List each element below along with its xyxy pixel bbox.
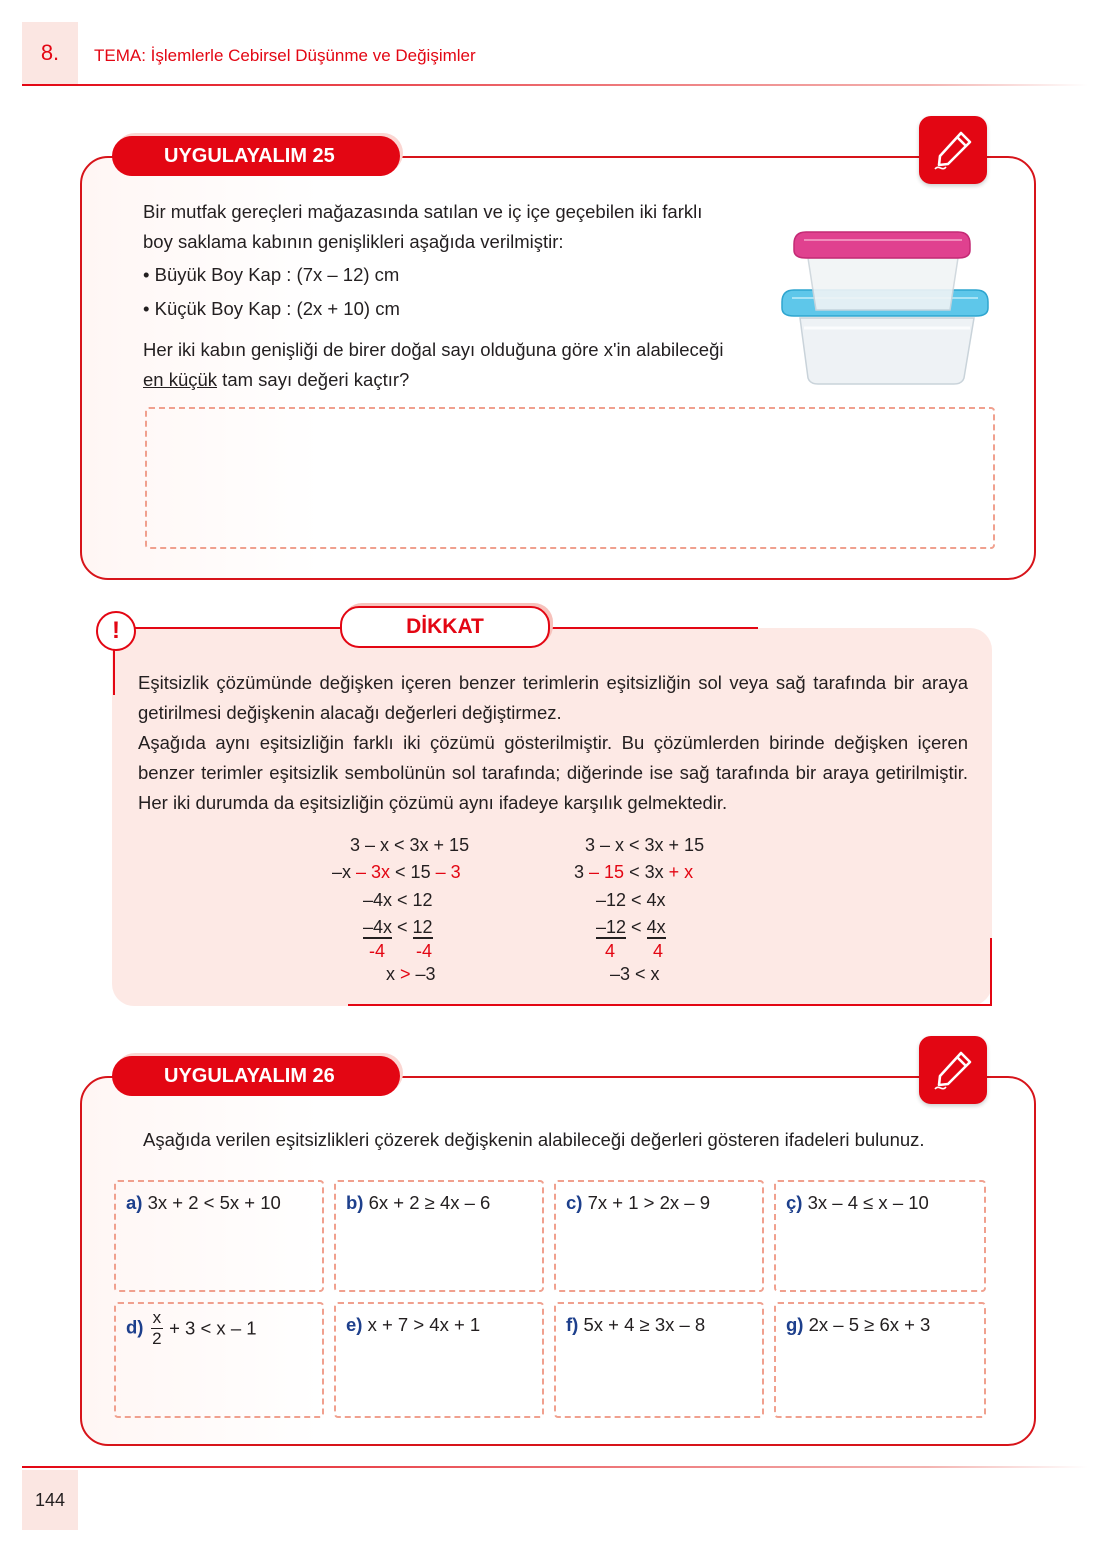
- activity-25-intro-1: Bir mutfak gereçleri mağazasında satılan ve iç içe geçebilen iki farklı: [143, 201, 703, 222]
- exercise-c-box[interactable]: [554, 1180, 764, 1292]
- exercise-d-fraction: [151, 1308, 164, 1349]
- activity-25-question-2: [143, 365, 409, 395]
- right-step2-part-b: – 15: [589, 862, 625, 882]
- left-solution-result: [386, 961, 436, 988]
- right-solution-step-3: –12 < 4x: [596, 890, 666, 910]
- left-result-a: x: [386, 964, 401, 984]
- left-result-sign: >: [400, 964, 411, 984]
- activity-25-bullet-2: • Küçük Boy Kap : (2x + 10) cm: [143, 298, 400, 319]
- question-rest: tam sayı değeri kaçtır?: [217, 369, 410, 390]
- exercise-c-letter: c): [566, 1192, 583, 1213]
- activity-26-instruction: Aşağıda verilen eşitsizlikleri çözerek değişkenin alabileceği değerleri gösteren ifadeleri bulunuz.: [143, 1129, 925, 1150]
- exercise-f-letter: f): [566, 1314, 579, 1335]
- left-solution-divisor-a: -4: [369, 941, 386, 961]
- left-result-c: –3: [410, 964, 436, 984]
- exclamation-icon: !: [96, 611, 136, 651]
- theme-title: TEMA: İşlemlerle Cebirsel Düşünme ve Değişimler: [94, 46, 476, 65]
- right-step4-sign: <: [626, 917, 647, 937]
- right-step4-numerator-a: –12: [596, 917, 627, 937]
- left-step2-part-a: –x: [332, 862, 357, 882]
- right-step4-numerator-b: 4x: [646, 917, 666, 937]
- left-step4-numerator-a: –4x: [363, 917, 393, 937]
- left-step4-sign: <: [392, 917, 413, 937]
- footer-divider: [22, 1466, 1088, 1468]
- exercise-g-letter: g): [786, 1314, 804, 1335]
- dikkat-right-line: [990, 938, 992, 1006]
- exercise-cc-letter: ç): [786, 1192, 803, 1213]
- exercise-d-expression: + 3 < x – 1: [169, 1317, 257, 1339]
- right-solution-step-4: [596, 914, 666, 941]
- exercise-f-label: [566, 1314, 705, 1336]
- exercise-e-letter: e): [346, 1314, 363, 1335]
- exercise-d-letter: d): [126, 1316, 144, 1338]
- exercise-e-box[interactable]: [334, 1302, 544, 1418]
- exercise-cc-expression: 3x – 4 ≤ x – 10: [807, 1192, 929, 1213]
- exercise-a-expression: 3x + 2 < 5x + 10: [147, 1192, 281, 1213]
- exercise-b-letter: b): [346, 1192, 364, 1213]
- right-step2-part-a: 3: [574, 862, 590, 882]
- dikkat-left-line: [113, 647, 115, 695]
- left-solution-step-1: 3 – x < 3x + 15: [350, 835, 470, 855]
- dikkat-paragraph-1: Eşitsizlik çözümünde değişken içeren benzer terimlerin eşitsizliğin sol veya sağ tarafında bir araya getirilmesi değişkenin alacağı değerleri değiştirmez.: [138, 672, 968, 723]
- dikkat-bottom-line: [348, 1004, 992, 1006]
- exercise-a-label: [126, 1192, 281, 1214]
- question-emphasis: en küçük: [143, 369, 218, 390]
- exercise-g-expression: 2x – 5 ≥ 6x + 3: [808, 1314, 931, 1335]
- exercise-a-box[interactable]: [114, 1180, 324, 1292]
- exercise-f-box[interactable]: [554, 1302, 764, 1418]
- activity-25-bullet-1: • Büyük Boy Kap : (7x – 12) cm: [143, 264, 400, 285]
- left-solution-divisor-b: -4: [416, 941, 433, 961]
- left-solution-step-2: [332, 859, 461, 886]
- exercise-d-box[interactable]: [114, 1302, 324, 1418]
- right-solution-divisor-a: 4: [605, 941, 616, 961]
- exercise-c-label: [566, 1192, 710, 1214]
- exercise-e-label: [346, 1314, 480, 1336]
- right-solution-divisor-b: 4: [653, 941, 664, 961]
- right-solution-step-1: 3 – x < 3x + 15: [585, 835, 705, 855]
- right-solution-step-2: [574, 859, 693, 886]
- exercise-b-label: [346, 1192, 490, 1214]
- exercise-d-label: [126, 1308, 257, 1349]
- exercise-b-box[interactable]: [334, 1180, 544, 1292]
- activity-25-question-1: Her iki kabın genişliği de birer doğal sayı olduğuna göre x'in alabileceği: [143, 339, 724, 360]
- right-step2-part-d: + x: [668, 862, 694, 882]
- activity-26-tab: UYGULAYALIM 26: [112, 1056, 400, 1096]
- header-divider: [22, 84, 1088, 86]
- dikkat-paragraph-2: Aşağıda aynı eşitsizliğin farklı iki çözümü gösterilmiştir. Bu çözümlerden birinde değişken içeren benzer terimler eşitsizlik sembolünün sol tarafında; diğerinde ise sağ tarafında bir araya getirilmiştir. Her iki durumda da eşitsizliğin çözümü aynı ifadeye karşılık gelmektedir.: [138, 732, 968, 813]
- exercise-g-box[interactable]: [774, 1302, 986, 1418]
- fraction-denominator: 2: [152, 1329, 162, 1348]
- right-solution-result: –3 < x: [610, 964, 660, 984]
- exercise-cc-label: [786, 1192, 929, 1214]
- pencil-icon: [919, 116, 987, 184]
- right-step2-part-c: < 3x: [624, 862, 669, 882]
- page-number: 144: [22, 1470, 78, 1530]
- food-container-image: [778, 218, 992, 386]
- left-step4-numerator-b: 12: [412, 917, 433, 937]
- exercise-g-label: [786, 1314, 930, 1336]
- activity-25-intro-2: boy saklama kabının genişlikleri aşağıda verilmiştir:: [143, 231, 564, 252]
- left-solution-step-3: –4x < 12: [363, 890, 433, 910]
- left-step2-part-d: – 3: [435, 862, 461, 882]
- pencil-icon: [919, 1036, 987, 1104]
- exercise-b-expression: 6x + 2 ≥ 4x – 6: [368, 1192, 491, 1213]
- dikkat-text: [138, 668, 968, 818]
- exercise-e-expression: x + 7 > 4x + 1: [367, 1314, 481, 1335]
- dikkat-title: DİKKAT: [340, 606, 550, 648]
- left-solution-step-4: [363, 914, 433, 941]
- activity-25-tab: UYGULAYALIM 25: [112, 136, 400, 176]
- activity-25-answer-area[interactable]: [145, 407, 995, 549]
- exercise-f-expression: 5x + 4 ≥ 3x – 8: [583, 1314, 706, 1335]
- left-step2-part-b: – 3x: [356, 862, 391, 882]
- exercise-a-letter: a): [126, 1192, 143, 1213]
- left-step2-part-c: < 15: [390, 862, 436, 882]
- grade-label: 8.: [22, 22, 78, 84]
- exercise-c-expression: 7x + 1 > 2x – 9: [587, 1192, 710, 1213]
- exercise-cc-box[interactable]: [774, 1180, 986, 1292]
- fraction-numerator: x: [152, 1308, 162, 1327]
